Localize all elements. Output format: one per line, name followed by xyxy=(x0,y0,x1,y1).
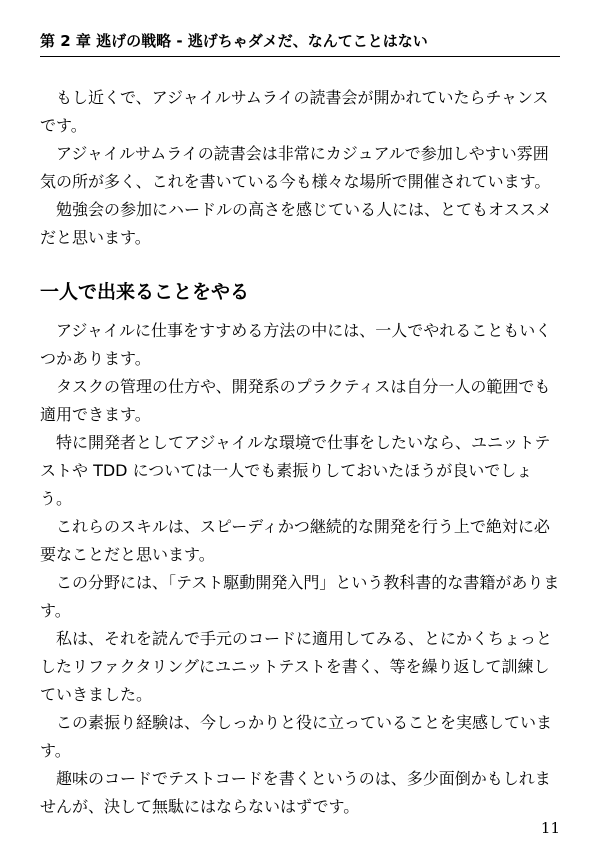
paragraph: この素振り経験は、今しっかりと役に立っていることを実感しています。 xyxy=(40,713,553,760)
section-text-block xyxy=(40,317,560,821)
paragraph: アジャイルサムライの読書会は非常にカジュアルで参加しやすい雰囲気の所が多く、これを書いている今も様々な場所で開催されています。 xyxy=(40,144,551,191)
paragraph: 勉強会の参加にハードルの高さを感じている人には、とてもオススメだと思います。 xyxy=(40,200,552,247)
intro-text-block xyxy=(40,84,560,252)
paragraph: この分野には、「テスト駆動開発入門」という教科書的な書籍があります。 xyxy=(40,573,560,620)
paragraph: これらのスキルは、スピーディかつ継続的な開発を行う上で絶対に必要なことだと思います。 xyxy=(40,517,550,564)
paragraph: タスクの管理の仕方や、開発系のプラクティスは自分一人の範囲でも適用できます。 xyxy=(40,377,551,424)
paragraph: アジャイルに仕事をすすめる方法の中には、一人でやれることもいくつかあります。 xyxy=(40,321,552,368)
paragraph: 私は、それを読んで手元のコードに適用してみる、とにかくちょっとしたリファクタリングにユニットテストを書く、等を繰り返して訓練していきました。 xyxy=(40,629,553,704)
paragraph: 特に開発者としてアジャイルな環境で仕事をしたいなら、ユニットテストや TDD については一人でも素振りしておいたほうが良いでしょう。 xyxy=(40,433,551,508)
paragraph: 趣味のコードでテストコードを書くというのは、多少面倒かもしれませんが、決して無駄にはならないはずです。 xyxy=(40,769,551,816)
running-header: 第 2 章 逃げの戦略 - 逃げちゃダメだ、なんてことはない xyxy=(40,32,428,50)
header-divider xyxy=(40,56,560,57)
section-heading: 一人で出来ることをやる xyxy=(40,281,250,303)
page-number: 11 xyxy=(540,819,560,837)
paragraph: もし近くで、アジャイルサムライの読書会が開かれていたらチャンスです。 xyxy=(40,88,549,135)
